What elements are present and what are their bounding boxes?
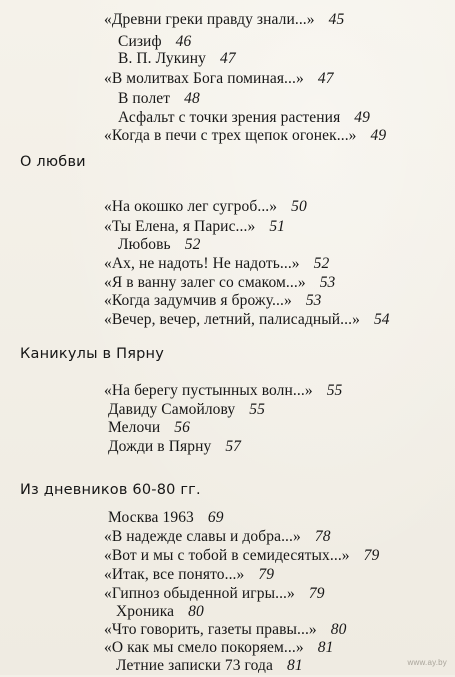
toc-entry-title: «Древни греки правду знали...» xyxy=(104,11,315,28)
watermark: www.ay.by xyxy=(407,658,447,667)
toc-entry-title: В. П. Лукину xyxy=(118,50,206,67)
toc-entry-page: 49 xyxy=(354,109,370,126)
toc-entry-page: 80 xyxy=(330,621,347,638)
toc-entry xyxy=(104,9,344,31)
toc-entry-title: Москва 1963 xyxy=(108,509,194,526)
toc-entry-page: 79 xyxy=(258,566,275,583)
toc-entry xyxy=(104,125,386,147)
toc-entry-page: 81 xyxy=(287,657,303,674)
toc-entry-title: «Итак, все понято...» xyxy=(104,566,245,583)
toc-entry xyxy=(108,436,241,458)
toc-entry-title: «Я в ванну залег со смаком...» xyxy=(104,274,306,291)
toc-entry-page: 52 xyxy=(313,255,330,272)
toc-entry-page: 80 xyxy=(188,603,204,620)
toc-entry-title: «Вот и мы с тобой в семидесятых...» xyxy=(104,547,350,564)
toc-entry-title: Мелочи xyxy=(108,419,161,436)
toc-entry-page: 79 xyxy=(308,585,325,602)
toc-entry-title: Любовь xyxy=(118,236,171,253)
toc-entry xyxy=(116,655,303,677)
toc-entry xyxy=(104,196,307,218)
toc-entry-page: 57 xyxy=(225,438,242,455)
toc-entry-page: 69 xyxy=(207,509,224,526)
toc-entry-page: 47 xyxy=(219,50,236,67)
toc-entry-title: «На окошко лег сугроб...» xyxy=(104,198,278,215)
section-heading-parnu: Каникулы в Пярну xyxy=(20,346,164,362)
toc-entry-title: «На берегу пустынных волн...» xyxy=(104,382,313,399)
section-heading-love: О любви xyxy=(20,154,86,170)
toc-entry-title: «В надежде славы и добра...» xyxy=(104,528,301,545)
toc-entry-title: Дожди в Пярну xyxy=(108,438,212,455)
toc-entry-page: 81 xyxy=(317,639,334,656)
toc-entry-page: 54 xyxy=(373,311,390,328)
toc-entry-page: 45 xyxy=(328,11,345,28)
toc-entry-title: «Когда в печи с трех щепок огонек...» xyxy=(104,127,357,144)
toc-entry-title: Давиду Самойлову xyxy=(108,401,236,418)
toc-entry xyxy=(104,309,390,331)
toc-entry-title: «Ты Елена, я Парис...» xyxy=(104,218,256,235)
toc-entry-title: В полет xyxy=(118,90,171,107)
section-heading-diaries: Из дневников 60-80 гг. xyxy=(20,482,201,498)
toc-entry-page: 47 xyxy=(317,70,334,87)
toc-entry-page: 78 xyxy=(314,528,331,545)
toc-entry-title: «Когда задумчив я брожу...» xyxy=(104,292,292,309)
toc-entry-title: «Ах, не надоть! Не надоть...» xyxy=(104,255,300,272)
toc-entry-page: 55 xyxy=(326,382,343,399)
toc-entry-title: «Вечер, вечер, летний, палисадный...» xyxy=(104,311,360,328)
toc-entry-page: 50 xyxy=(291,198,307,215)
toc-entry-title: Летние записки 73 года xyxy=(116,657,273,674)
toc-entry-title: «В молитвах Бога поминая...» xyxy=(104,70,304,87)
toc-entry-title: «Гипноз обыденной игры...» xyxy=(104,585,295,602)
toc-entry-page: 49 xyxy=(370,127,387,144)
toc-entry-page: 56 xyxy=(174,419,190,436)
toc-entry-title: «Что говорить, газеты правы...» xyxy=(104,621,317,638)
toc-entry-page: 53 xyxy=(305,292,322,309)
toc-entry-page: 48 xyxy=(184,90,200,107)
toc-entry-page: 51 xyxy=(269,218,286,235)
toc-entry-title: «О как мы смело покоряем...» xyxy=(104,639,304,656)
toc-entry xyxy=(104,68,334,90)
toc-entry-title: Асфальт с точки зрения растения xyxy=(118,109,341,126)
toc-entry-page: 55 xyxy=(249,401,265,418)
toc-entry-page: 52 xyxy=(184,236,201,253)
toc-entry-title: Сизиф xyxy=(118,33,162,50)
toc-entry-title: Хроника xyxy=(116,603,175,620)
toc-entry-page: 79 xyxy=(363,547,380,564)
toc-entry-page: 46 xyxy=(175,33,192,50)
toc-entry xyxy=(118,48,236,70)
toc-entry-page: 53 xyxy=(319,274,336,291)
